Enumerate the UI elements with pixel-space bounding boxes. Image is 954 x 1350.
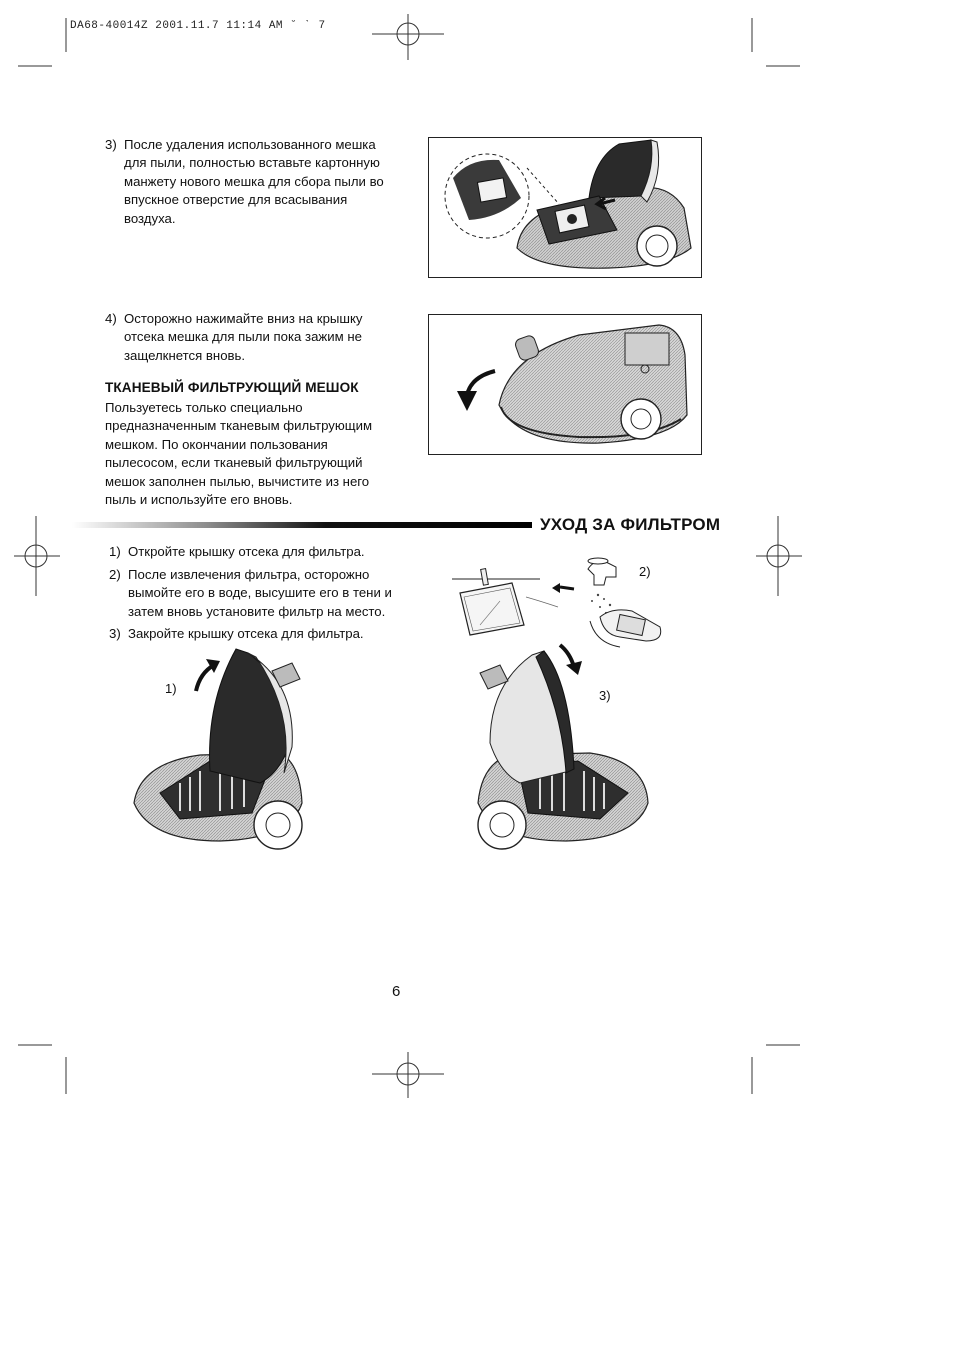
figure-close-filter-cover bbox=[470, 643, 660, 858]
filter-care-title: УХОД ЗА ФИЛЬТРОМ bbox=[540, 515, 721, 534]
bag-step-3 bbox=[105, 136, 405, 231]
figure-open-filter-cover bbox=[120, 643, 310, 858]
figure-bag-insert bbox=[428, 137, 702, 278]
step-number: 3) bbox=[109, 626, 121, 641]
step-number: 3) bbox=[105, 137, 117, 152]
section-rule bbox=[72, 522, 532, 528]
filter-step-2: 2) После извлечения фильтра, осторожно вымойте его в воде, высушите его в тени и затем вновь установите фильтр на место. bbox=[109, 567, 392, 619]
figure-close-cover bbox=[428, 314, 702, 455]
open-step-label: 1) bbox=[165, 681, 177, 696]
bag-step-4 bbox=[105, 310, 405, 368]
step-number: 4) bbox=[105, 311, 117, 326]
vacuum-bag-illustration bbox=[429, 138, 701, 277]
wash-step-label: 2) bbox=[639, 564, 651, 579]
cloth-bag-text: Пользуетесь только специально предназначенным тканевым фильтрующим мешком. По окончании пользования пылесосом, если тканевый фильтрующий мешок заполнен пылью, вычистите из него пыль и используйте его вновь. bbox=[105, 400, 373, 508]
step-number: 2) bbox=[109, 567, 121, 582]
cloth-bag-heading: ТКАНЕВЫЙ ФИЛЬТРУЮЩИЙ МЕШОК bbox=[105, 380, 359, 395]
close-step-label: 3) bbox=[599, 688, 611, 703]
print-job-code: DA68-40014Z 2001.11.7 11:14 AM ˘ ˋ 7 bbox=[70, 20, 326, 32]
page-number: 6 bbox=[392, 983, 401, 1000]
step-text: Осторожно нажимайте вниз на крышку отсека мешка для пыли пока зажим не защелкнется вновь. bbox=[124, 311, 363, 363]
step-text: После удаления использованного мешка для пыли, полностью вставьте картонную манжету нового мешка для сбора пыли во впускное отверстие для всасывания воздуха. bbox=[124, 137, 384, 226]
vacuum-closed-illustration bbox=[429, 315, 701, 454]
step-number: 1) bbox=[109, 544, 121, 559]
